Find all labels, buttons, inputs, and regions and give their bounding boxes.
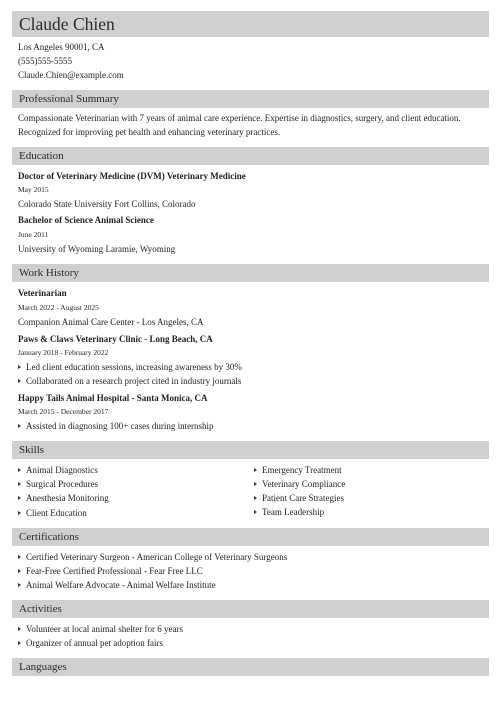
education-degree: Bachelor of Science Animal Science xyxy=(18,215,154,225)
job-organization: Companion Animal Care Center - Los Angeles, CA xyxy=(18,317,204,327)
certification-item: Animal Welfare Advocate - Animal Welfare Institute xyxy=(18,579,216,591)
education-school: University of Wyoming Laramie, Wyoming xyxy=(18,244,176,254)
email: Claude.Chien@example.com xyxy=(18,70,124,80)
skill-item: Anesthesia Monitoring xyxy=(18,492,109,504)
job-date: January 2018 - February 2022 xyxy=(18,348,109,357)
activity-item: Organizer of annual pet adoption fairs xyxy=(18,637,163,649)
skill-item: Animal Diagnostics xyxy=(18,464,98,476)
candidate-name: Claude Chien xyxy=(12,11,489,37)
section-header-languages: Languages xyxy=(12,658,489,676)
job-title: Happy Tails Animal Hospital - Santa Monica, CA xyxy=(18,393,208,403)
section-header-work-history: Work History xyxy=(12,264,489,282)
activity-item: Volunteer at local animal shelter for 6 years xyxy=(18,623,183,635)
address: Los Angeles 90001, CA xyxy=(18,42,105,52)
skill-item: Veterinary Compliance xyxy=(254,478,345,490)
job-bullet: Collaborated on a research project cited in industry journals xyxy=(18,375,241,387)
job-title: Paws & Claws Veterinary Clinic - Long Beach, CA xyxy=(18,334,213,344)
certification-item: Certified Veterinary Surgeon - American College of Veterinary Surgeons xyxy=(18,551,287,563)
section-header-skills: Skills xyxy=(12,441,489,459)
section-header-activities: Activities xyxy=(12,600,489,618)
job-date: March 2015 - December 2017 xyxy=(18,407,109,416)
job-date: March 2022 - August 2025 xyxy=(18,303,99,312)
skill-item: Emergency Treatment xyxy=(254,464,342,476)
education-date: May 2015 xyxy=(18,185,49,194)
skill-item: Client Education xyxy=(18,507,87,519)
skill-item: Team Leadership xyxy=(254,506,324,518)
skill-item: Patient Care Strategies xyxy=(254,492,344,504)
summary-text: Compassionate Veterinarian with 7 years of animal care experience. Expertise in diagnostics, surgery, and client education. Recognized for improving pet health and enhancing veterinary practices. xyxy=(18,113,461,137)
job-bullet: Led client education sessions, increasing awareness by 30% xyxy=(18,361,242,373)
education-degree: Doctor of Veterinary Medicine (DVM) Veterinary Medicine xyxy=(18,171,246,181)
certification-item: Fear-Free Certified Professional - Fear Free LLC xyxy=(18,565,203,577)
phone: (555)555-5555 xyxy=(18,56,72,66)
education-date: June 2011 xyxy=(18,230,49,239)
education-school: Colorado State University Fort Collins, Colorado xyxy=(18,199,196,209)
job-bullet: Assisted in diagnosing 100+ cases during internship xyxy=(18,420,214,432)
section-header-education: Education xyxy=(12,147,489,165)
skill-item: Surgical Procedures xyxy=(18,478,98,490)
section-header-certifications: Certifications xyxy=(12,528,489,546)
job-title: Veterinarian xyxy=(18,288,67,298)
section-header-summary: Professional Summary xyxy=(12,90,489,108)
